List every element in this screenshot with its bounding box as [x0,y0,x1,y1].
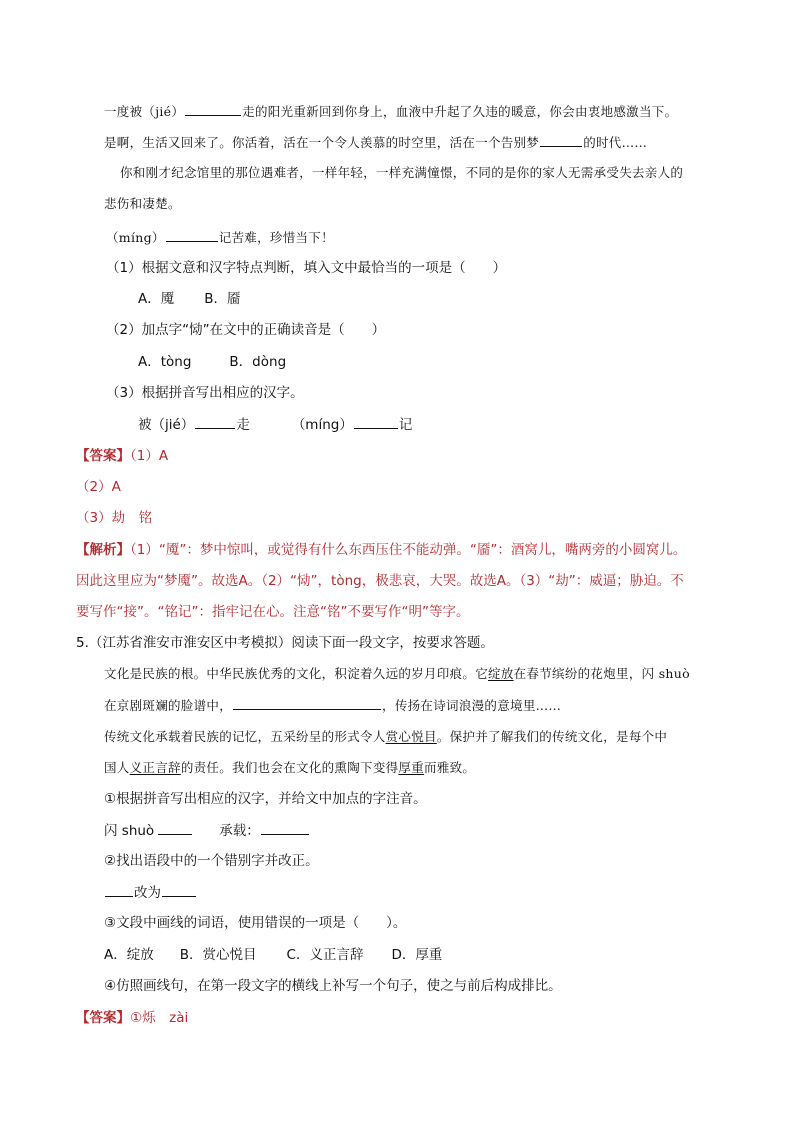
question-2-options [138,352,286,372]
blank-dream [540,132,582,147]
passage-line-3: 你和刚才纪念馆里的那位遇难者，一样年轻，一样充满憧憬，不同的是你的家人无需承受失去亲人的 [120,165,684,180]
option-b: B．赏心悦目 [179,947,257,963]
question-1: （1）根据文意和汉字特点判断，填入文中最恰当的一项是（ ） [106,260,507,276]
q5-passage-line-2: 在京剧斑斓的脸谱中， ，传扬在诗词浪漫的意境里…… [104,695,561,716]
question-5-title: 5.（江苏省淮安市淮安区中考模拟）阅读下面一段文字，按要求答题。 [76,635,494,651]
passage-line-4: 悲伤和凄楚。 [104,196,181,211]
subquestion-1-fill: 闪 shuò 承载： [104,820,310,841]
final-answer: 【答案】①烁 zài [76,1010,189,1026]
analysis-line-2: 因此这里应为“梦魇”。故选A。（2）“恸”，tòng，极悲哀，大哭。故选A。（3）“劫”：威逼；胁迫。不 [76,573,684,589]
blank-parallel [233,695,381,710]
answer-3: （3）劫 铭 [76,510,153,526]
analysis-line-1: 【解析】（1）“魇”：梦中惊叫，或觉得有什么东西压住不能动弹。“靥”：酒窝儿，嘴两旁的小圆窝儿。 [76,542,687,558]
subquestion-1: ①根据拼音写出相应的汉字，并给文中加点的字注音。 [104,791,427,807]
option-b: B．dòng [229,354,287,370]
blank-jie [185,101,241,116]
option-d: D．厚重 [391,947,443,963]
subquestion-2: ②找出语段中的一个错别字并改正。 [104,853,319,869]
subquestion-3-options [104,945,442,965]
subquestion-4: ④仿照画线句，在第一段文字的横线上补写一个句子，使之与前后构成排比。 [104,978,562,994]
question-3: （3）根据拼音写出相应的汉字。 [106,385,304,401]
question-3-fill: 被（jié） 走 （míng） 记 [138,414,412,435]
answer-label: 【答案】 [76,448,130,464]
option-a: A．绽放 [104,947,154,963]
answer-2: （2）A [76,479,121,495]
option-c: C．义正言辞 [286,947,364,963]
passage-line-5: （míng） 记苦难，珍惜当下！ [106,227,334,248]
option-a: A．tòng [138,354,192,370]
passage-line-1: 一度被（jié） 走的阳光重新回到你身上，血液中升起了久违的暖意，你会由衷地感激当下。 [104,101,677,122]
q5-passage-line-4: 国人义正言辞的责任。我们也会在文化的熏陶下变得厚重而雅致。 [104,760,476,775]
option-a: A．魇 [138,291,175,307]
subquestion-2-fill: 改为 [104,882,197,903]
option-b: B．靥 [204,291,241,307]
blank-ming [166,227,218,242]
subquestion-3: ③文段中画线的词语，使用错误的一项是（ ）。 [104,915,407,931]
q5-passage-line-1: 文化是民族的根。中华民族优秀的文化，积淀着久远的岁月印痕。它绽放在春节缤纷的花炮里，闪 shuò [104,666,690,681]
question-1-options [138,289,241,309]
question-2: （2）加点字“恸”在文中的正确读音是（ ） [106,322,386,338]
passage-line-2: 是啊，生活又回来了。你活着，活在一个令人羡慕的时空里，活在一个告别梦 的时代…… [104,132,647,153]
analysis-label: 【解析】 [76,542,130,558]
answer-1: 【答案】（1）A [76,448,169,464]
analysis-line-3: 要写作“接”。“铭记”：指牢记在心。注意“铭”不要写作“明”等字。 [76,604,470,620]
q5-passage-line-3: 传统文化承载着民族的记忆，五采纷呈的形式令人赏心悦目。保护并了解我们的传统文化，是每个中 [104,729,668,744]
